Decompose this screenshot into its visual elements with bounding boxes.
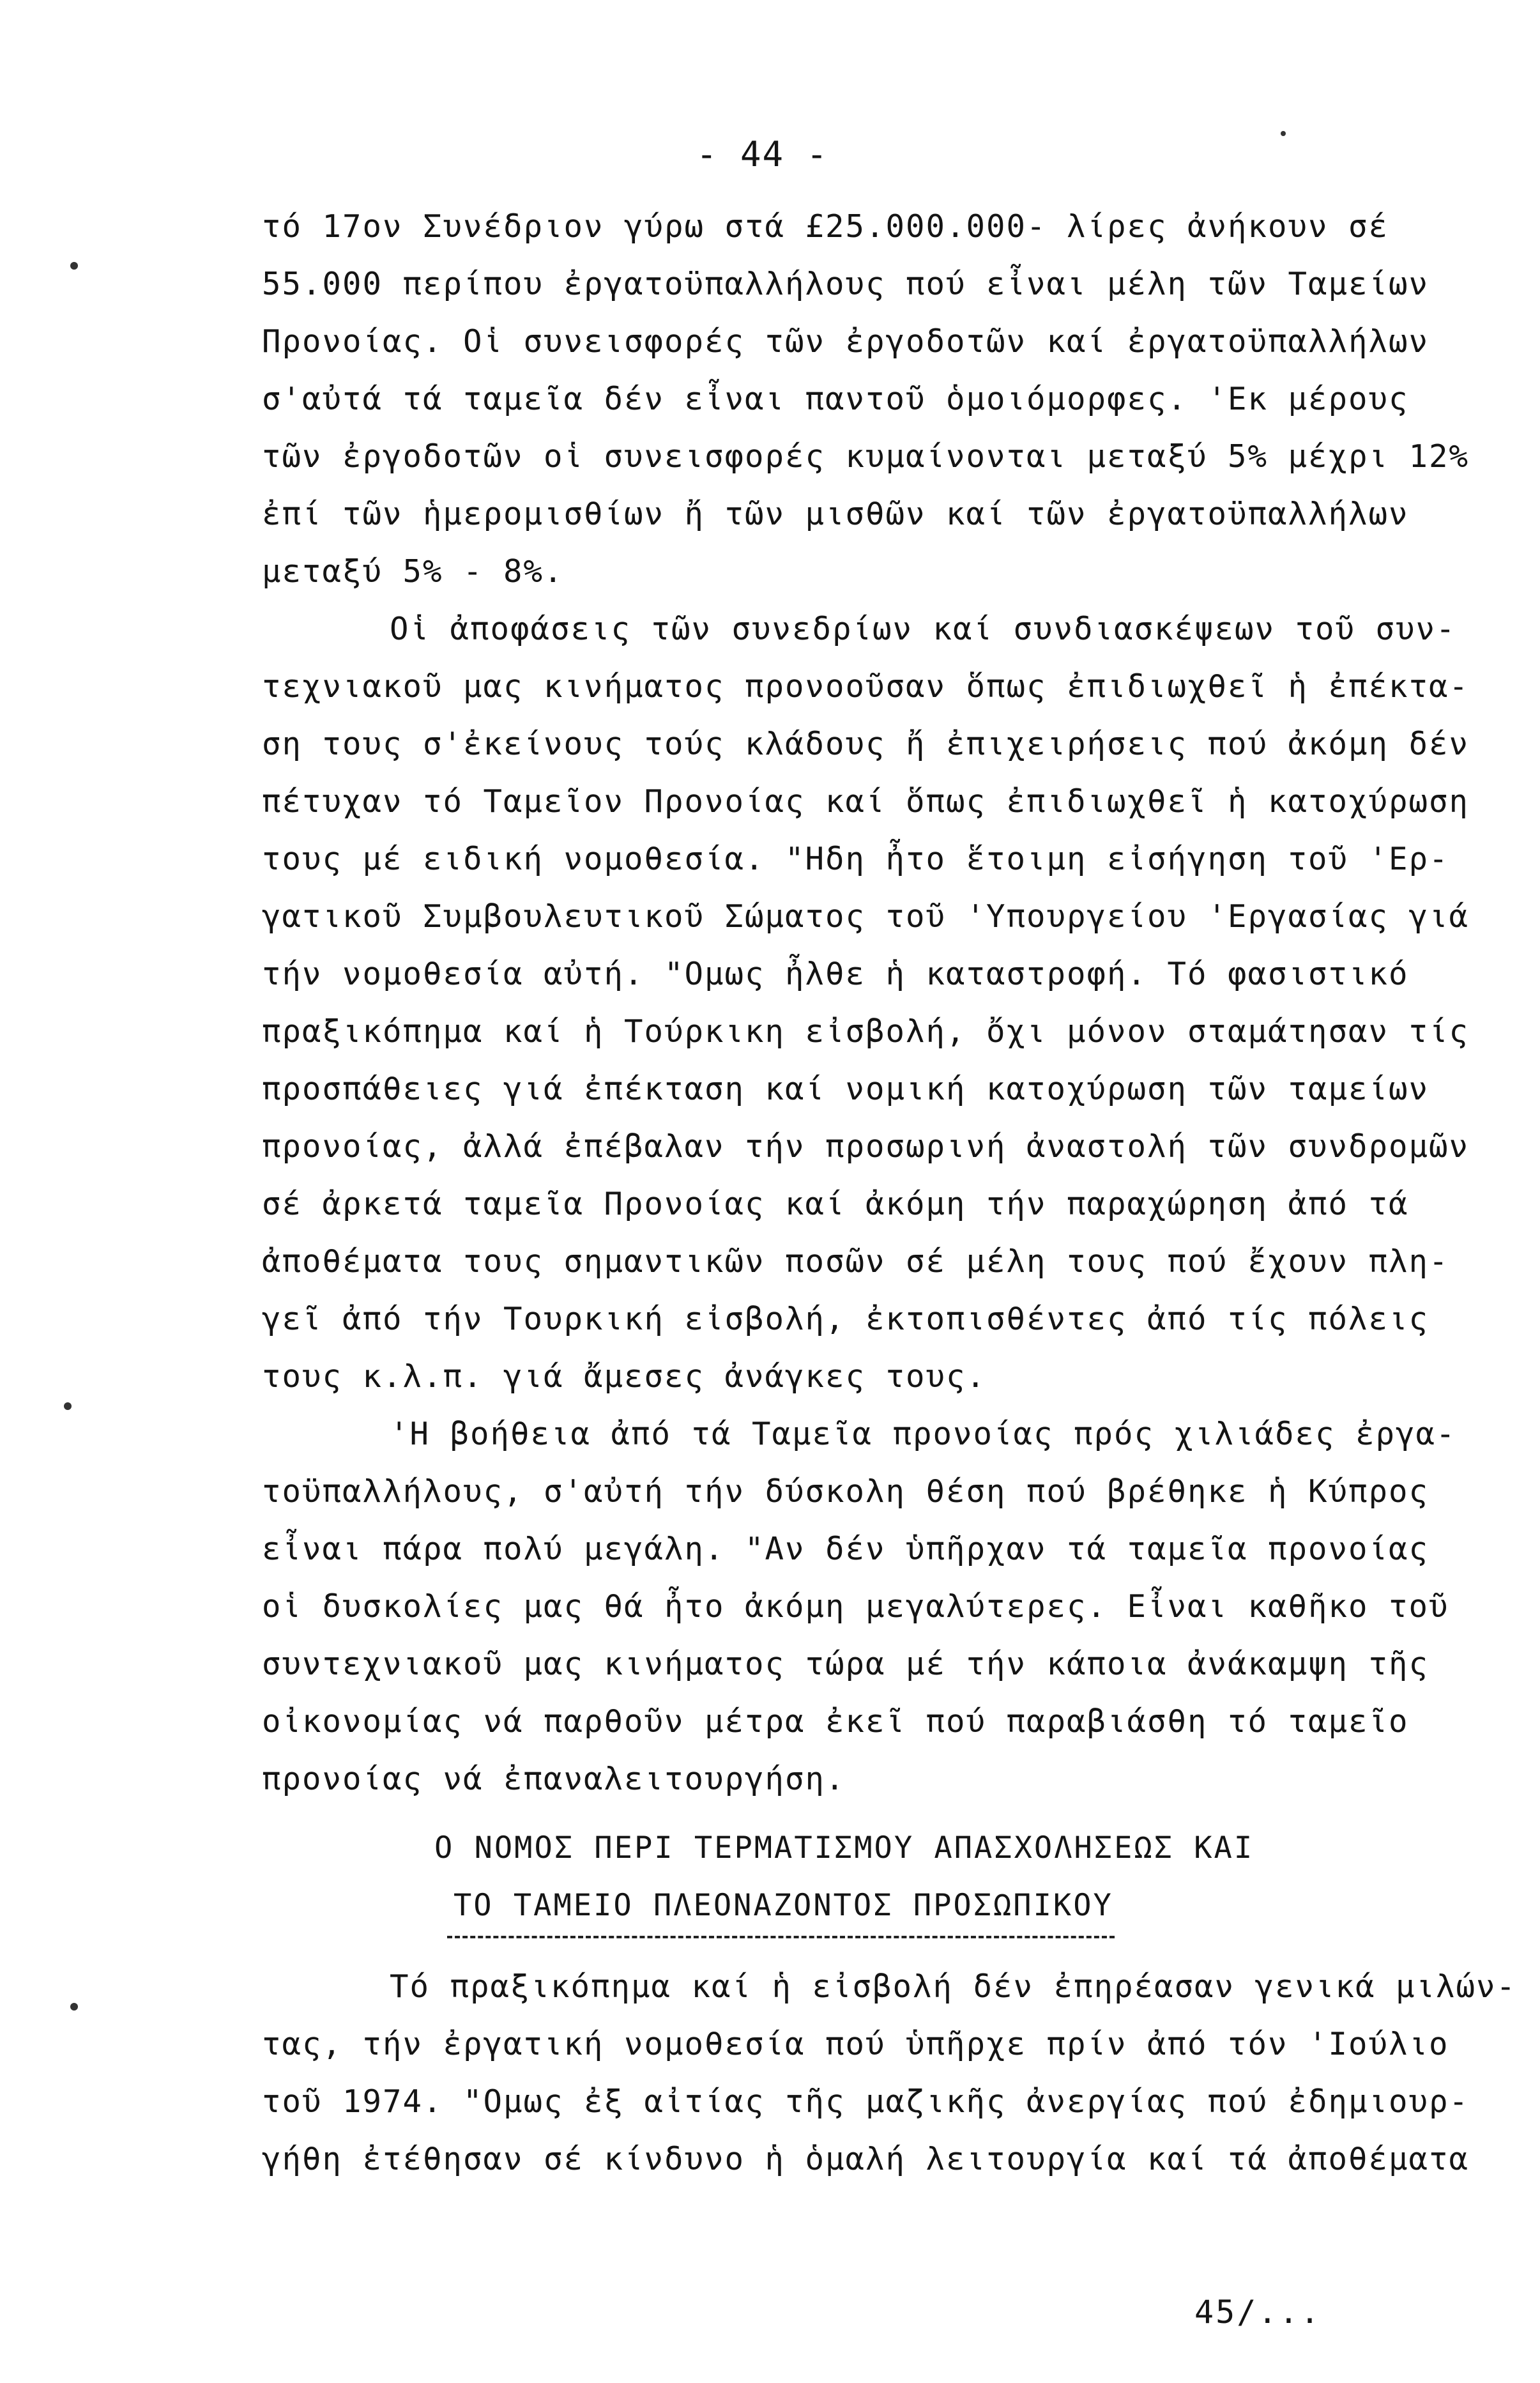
text-line: γήθη ἐτέθησαν σέ κίνδυνο ἡ ὁμαλή λειτουργία καί τά ἀποθέματα: [262, 2141, 1470, 2177]
text-line: οἰκονομίας νά παρθοῦν μέτρα ἐκεῖ πού παραβιάσθη τό ταμεῖο: [262, 1703, 1409, 1740]
text-line: ἐπί τῶν ἡμερομισθίων ἤ τῶν μισθῶν καί τῶν ἐργατοϋπαλλήλων: [262, 496, 1409, 532]
text-line: προνοίας, ἀλλά ἐπέβαλαν τήν προσωρινή ἀναστολή τῶν συνδρομῶν: [262, 1128, 1470, 1165]
text-line: τας, τήν ἐργατική νομοθεσία πού ὑπῆρχε πρίν ἀπό τόν 'Ιούλιο: [262, 2026, 1449, 2062]
text-line: τοῦ 1974. "Ομως ἐξ αἰτίας τῆς μαζικῆς ἀνεργίας πού ἐδημιουρ-: [262, 2083, 1470, 2120]
margin-speck: [70, 262, 78, 270]
text-line: ση τους σ'ἐκείνους τούς κλάδους ἤ ἐπιχειρήσεις πού ἀκόμη δέν: [262, 726, 1470, 762]
text-line: τῶν ἐργοδοτῶν οἱ συνεισφορές κυμαίνονται μεταξύ 5% μέχρι 12%: [262, 438, 1470, 475]
text-line: 'Η βοήθεια ἀπό τά Ταμεῖα προνοίας πρός χιλιάδες ἐργα-: [390, 1416, 1456, 1452]
continuation-marker: 45/...: [1194, 2294, 1322, 2331]
margin-speck: [1281, 131, 1286, 136]
section-heading-line-2: ΤΟ ΤΑΜΕΙΟ ΠΛΕΟΝΑΖΟΝΤΟΣ ΠΡΟΣΩΠΙΚΟΥ: [454, 1888, 1113, 1923]
text-line: σ'αὐτά τά ταμεῖα δέν εἶναι παντοῦ ὁμοιόμορφες. 'Εκ μέρους: [262, 381, 1409, 417]
text-line: τους μέ ειδική νομοθεσία. "Ηδη ἦτο ἕτοιμη εἰσήγηση τοῦ 'Ερ-: [262, 841, 1449, 877]
text-line: τοϋπαλλήλους, σ'αὐτή τήν δύσκολη θέση πού βρέθηκε ἡ Κύπρος: [262, 1473, 1429, 1510]
text-line: τους κ.λ.π. γιά ἄμεσες ἀνάγκες τους.: [262, 1358, 987, 1395]
margin-speck: [70, 2003, 78, 2011]
text-line: πραξικόπημα καί ἡ Τούρκικη εἰσβολή, ὄχι μόνον σταμάτησαν τίς: [262, 1013, 1470, 1050]
margin-speck: [64, 1402, 72, 1410]
text-line: Προνοίας. Οἱ συνεισφορές τῶν ἐργοδοτῶν καί ἐργατοϋπαλλήλων: [262, 323, 1429, 360]
text-line: συντεχνιακοῦ μας κινήματος τώρα μέ τήν κάποια ἀνάκαμψη τῆς: [262, 1646, 1429, 1682]
text-line: Τό πραξικόπημα καί ἡ εἰσβολή δέν ἐπηρέασαν γενικά μιλών-: [390, 1968, 1517, 2005]
text-line: 55.000 περίπου ἐργατοϋπαλλήλους πού εἶναι μέλη τῶν Ταμείων: [262, 266, 1429, 302]
text-line: πέτυχαν τό Ταμεῖον Προνοίας καί ὅπως ἐπιδιωχθεῖ ἡ κατοχύρωση: [262, 783, 1470, 820]
text-line: οἱ δυσκολίες μας θά ἦτο ἀκόμη μεγαλύτερες. Εἶναι καθῆκο τοῦ: [262, 1588, 1449, 1625]
text-line: τήν νομοθεσία αὐτή. "Ομως ἦλθε ἡ καταστροφή. Τό φασιστικό: [262, 956, 1409, 992]
text-line: σέ ἀρκετά ταμεῖα Προνοίας καί ἀκόμη τήν παραχώρηση ἀπό τά: [262, 1186, 1409, 1222]
heading-underline: [447, 1936, 1115, 1938]
text-line: προνοίας νά ἐπαναλειτουργήση.: [262, 1761, 846, 1797]
text-line: τό 17ον Συνέδριον γύρω στά £25.000.000- λίρες ἀνήκουν σέ: [262, 208, 1389, 245]
text-line: γεῖ ἀπό τήν Τουρκική εἰσβολή, ἐκτοπισθέντες ἀπό τίς πόλεις: [262, 1301, 1429, 1337]
text-line: Οἱ ἀποφάσεις τῶν συνεδρίων καί συνδιασκέψεων τοῦ συν-: [390, 611, 1456, 647]
text-line: ἀποθέματα τους σημαντικῶν ποσῶν σέ μέλη τους πού ἔχουν πλη-: [262, 1243, 1449, 1280]
text-line: προσπάθειες γιά ἐπέκταση καί νομική κατοχύρωση τῶν ταμείων: [262, 1071, 1429, 1107]
text-line: γατικοῦ Συμβουλευτικοῦ Σώματος τοῦ 'Υπουργείου 'Εργασίας γιά: [262, 898, 1470, 935]
page-number: - 44 -: [696, 134, 829, 174]
text-line: μεταξύ 5% - 8%.: [262, 553, 564, 590]
text-line: τεχνιακοῦ μας κινήματος προνοοῦσαν ὅπως ἐπιδιωχθεῖ ἡ ἐπέκτα-: [262, 668, 1470, 705]
text-line: εἶναι πάρα πολύ μεγάλη. "Αν δέν ὑπῆρχαν τά ταμεῖα προνοίας: [262, 1531, 1429, 1567]
section-heading-line-1: Ο ΝΟΜΟΣ ΠΕΡΙ ΤΕΡΜΑΤΙΣΜΟΥ ΑΠΑΣΧΟΛΗΣΕΩΣ ΚΑΙ: [434, 1830, 1254, 1866]
